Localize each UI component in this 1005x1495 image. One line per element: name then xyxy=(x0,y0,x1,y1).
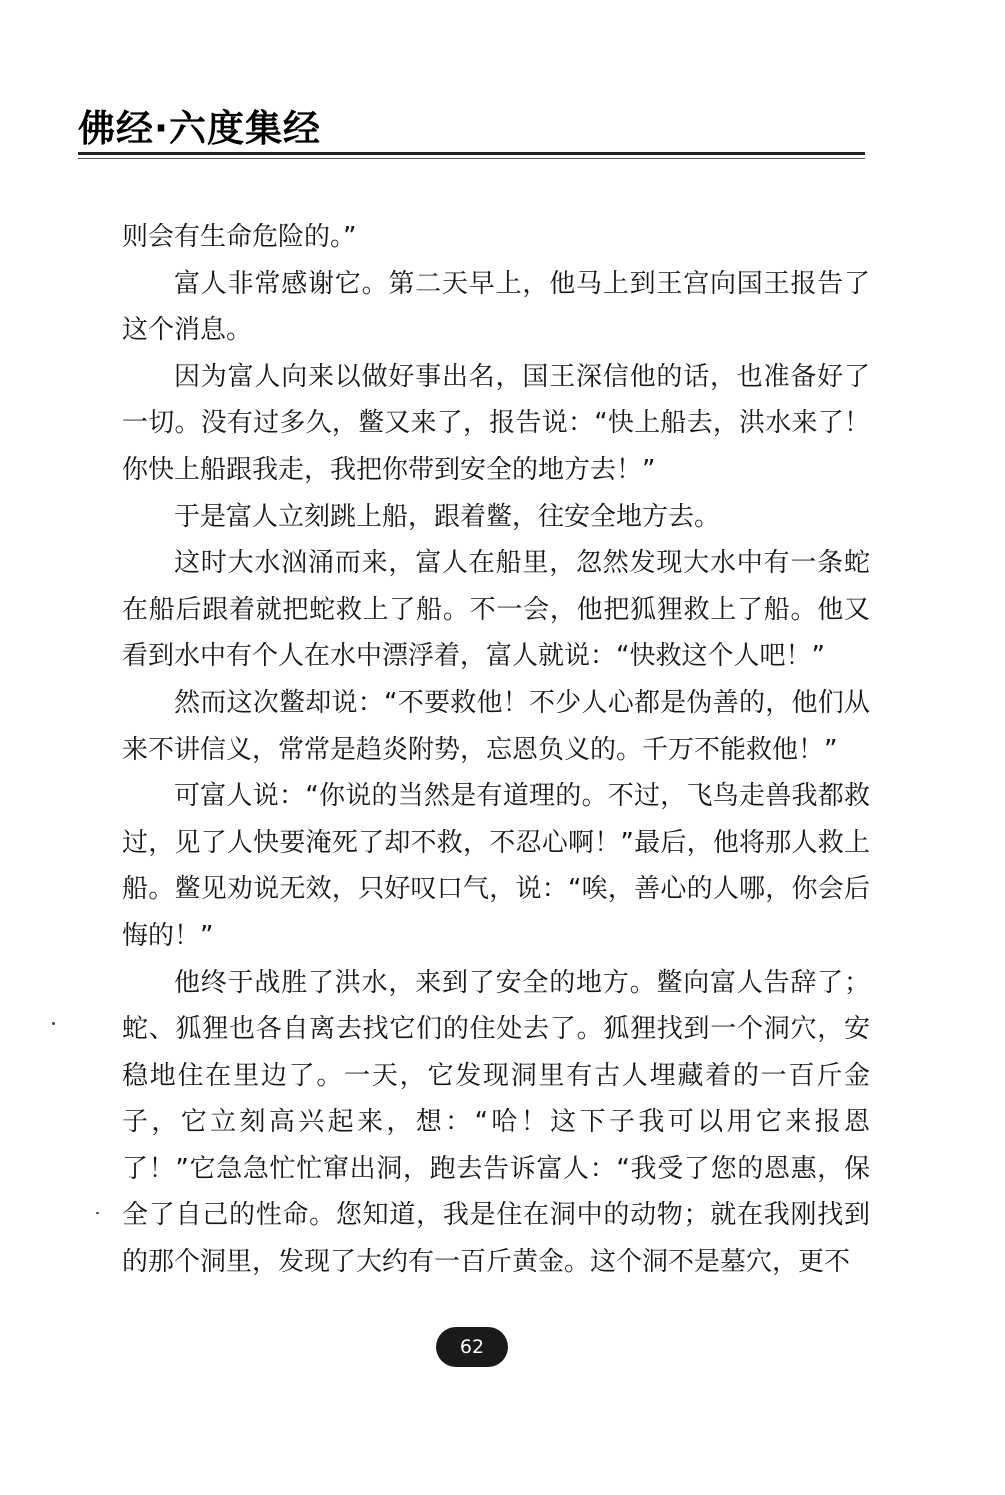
page-header-title: 佛经·六度集经 xyxy=(78,107,322,150)
paragraph: 然而这次鳖却说：“不要救他！不少人心都是伪善的，他们从来不讲信义，常常是趋炎附势，忘恩负义的。千万不能救他！” xyxy=(122,687,870,765)
header-rule-thin xyxy=(78,158,865,159)
paragraph: 因为富人向来以做好事出名，国王深信他的话，也准备好了一切。没有过多久，鳖又来了，报告说：“快上船去，洪水来了！你快上船跟我走，我把你带到安全的地方去！” xyxy=(122,361,870,485)
paragraph: 他终于战胜了洪水，来到了安全的地方。鳖向富人告辞了；蛇、狐狸也各自离去找它们的住处去了。狐狸找到一个洞穴，安稳地住在里边了。一天，它发现洞里有古人埋藏着的一百斤金子，它立刻高兴起来，想：“哈！这下子我可以用它来报恩了！”它急急忙忙窜出洞，跑去告诉富人：“我受了您的恩惠，保全了自己的性命。您知道，我是住在洞中的动物；就在我刚找到的那个洞里，发现了大约有一百斤黄金。这个洞不是墓穴，更不 xyxy=(122,967,870,1278)
paragraph-continuation: 则会有生命危险的。” xyxy=(122,222,357,252)
paragraph: 富人非常感谢它。第二天早上，他马上到王宫向国王报告了这个消息。 xyxy=(122,268,870,346)
header-rule-thick xyxy=(78,152,865,155)
scan-speck xyxy=(96,1212,99,1214)
page-number-badge: 62 xyxy=(436,1327,508,1367)
scan-speck xyxy=(52,1022,55,1025)
body-text xyxy=(122,214,870,1286)
paragraph: 这时大水汹涌而来，富人在船里，忽然发现大水中有一条蛇在船后跟着就把蛇救上了船。不一会，他把狐狸救上了船。他又看到水中有个人在水中漂浮着，富人就说：“快救这个人吧！” xyxy=(122,548,870,672)
paragraph: 可富人说：“你说的当然是有道理的。不过，飞鸟走兽我都救过，见了人快要淹死了却不救，不忍心啊！”最后，他将那人救上船。鳖见劝说无效，只好叹口气，说：“唉，善心的人哪，你会后悔的！” xyxy=(122,781,870,951)
paragraph: 于是富人立刻跳上船，跟着鳖，往安全地方去。 xyxy=(174,501,721,532)
